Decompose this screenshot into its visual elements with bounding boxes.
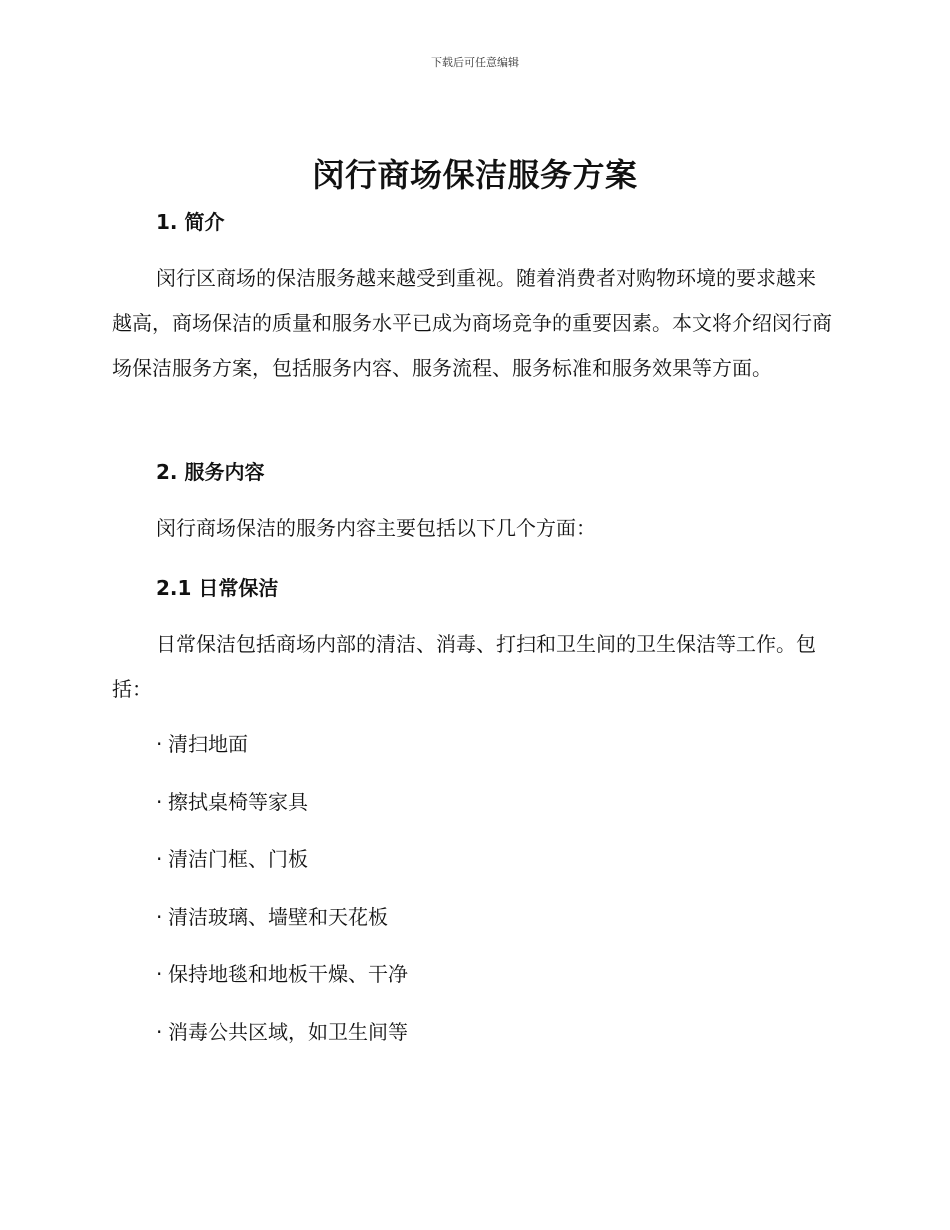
list-item-text: 清扫地面 [168,732,248,756]
daily-cleaning-list [156,726,408,1071]
bullet-dot-icon: · [156,847,163,871]
daily-paragraph: 日常保洁包括商场内部的清洁、消毒、打扫和卫生间的卫生保洁等工作。包括： [112,632,816,701]
document-title: 闵行商场保洁服务方案 [312,156,638,194]
service-paragraph: 闵行商场保洁的服务内容主要包括以下几个方面： [156,516,596,540]
list-item-text: 清洁门框、门板 [168,847,308,871]
bullet-dot-icon: · [156,1019,163,1044]
bullet-dot-icon: · [156,732,163,756]
list-item-text: 消毒公共区域，如卫生间等 [168,1019,408,1044]
list-item [156,956,408,1014]
header-note: 下载后可任意编辑 [431,56,519,69]
bullet-dot-icon: · [156,904,163,929]
section-heading-daily: 2.1 日常保洁 [156,576,279,600]
list-item [156,726,408,784]
list-item [156,899,408,957]
section-heading-intro: 1. 简介 [156,210,225,234]
list-item [156,1014,408,1072]
list-item-text: 擦拭桌椅等家具 [168,789,308,814]
list-item [156,841,408,899]
section-heading-service: 2. 服务内容 [156,460,265,484]
bullet-dot-icon: · [156,789,163,814]
list-item [156,784,408,842]
list-item-text: 保持地毯和地板干燥、干净 [168,962,408,986]
bullet-dot-icon: · [156,962,163,986]
intro-paragraph: 闵行区商场的保洁服务越来越受到重视。随着消费者对购物环境的要求越来越高，商场保洁的质量和服务水平已成为商场竞争的重要因素。本文将介绍闵行商场保洁服务方案，包括服务内容、服务流程、服务标准和服务效果等方面。 [112,266,832,380]
list-item-text: 清洁玻璃、墙壁和天花板 [168,904,388,929]
